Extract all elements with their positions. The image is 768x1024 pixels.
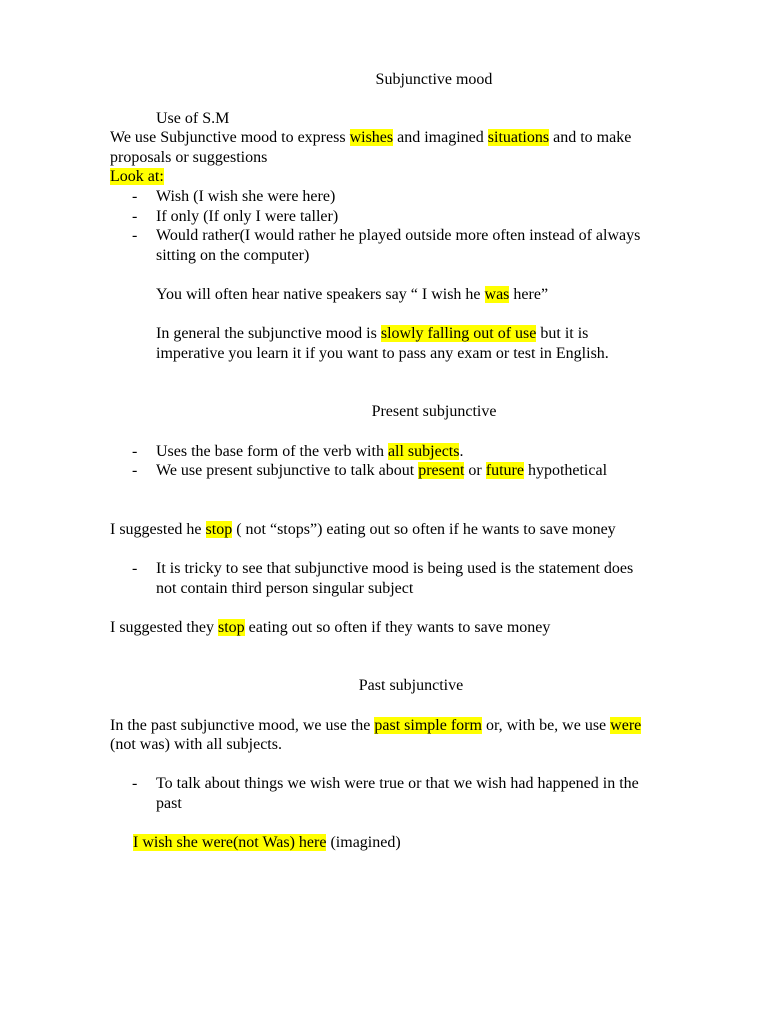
highlight-were: were [610,717,642,734]
bullet-dash: - [132,188,138,205]
general-line-1: In general the subjunctive mood is slowly falling out of use but it is [156,325,589,342]
present-example-1: I suggested he stop ( not “stops”) eating out so often if he wants to save money [110,521,616,538]
present-bullet-3-line-2: not contain third person singular subject [156,580,414,597]
past-line-2: (not was) with all subjects. [110,736,282,753]
intro-line-2: proposals or suggestions [110,149,268,166]
present-bullet-3-line-1: It is tricky to see that subjunctive mood is being used is the statement does [156,560,634,577]
bullet-dash: - [132,560,138,577]
highlight-present: present [418,462,465,479]
section-heading-use: Use of S.M [156,110,230,127]
past-bullet-line-2: past [156,795,182,812]
past-bullet-line-1: To talk about things we wish were true or that we wish had happened in the [156,775,639,792]
highlight-future: future [485,462,524,479]
list-item-wish: Wish (I wish she were here) [156,188,336,205]
general-line-2: imperative you learn it if you want to pass any exam or test in English. [156,345,609,362]
native-speakers-line: You will often hear native speakers say “ I wish he was here” [156,286,549,303]
highlight-stop: stop [217,619,245,636]
highlight-past-simple-form: past simple form [374,717,482,734]
bullet-dash: - [132,462,138,479]
present-example-2: I suggested they stop eating out so often if they wants to save money [110,619,551,636]
highlight-all-subjects: all subjects [387,443,460,460]
list-item-if-only: If only (If only I were taller) [156,208,339,225]
bullet-dash: - [132,227,138,244]
highlight-was: was [484,286,510,303]
present-bullet-2: We use present subjunctive to talk about present or future hypothetical [156,462,608,479]
highlight-falling-out: slowly falling out of use [380,325,537,342]
bullet-dash: - [132,443,138,460]
intro-line-1: We use Subjunctive mood to express wishes and imagined situations and to make [110,129,632,146]
list-item-would-rather: Would rather(I would rather he played outside more often instead of always [156,227,641,244]
past-subjunctive-heading: Past subjunctive [358,677,464,694]
highlight-situations: situations [487,129,550,146]
past-example: I wish she were(not Was) here (imagined) [133,834,401,851]
highlight-wishes: wishes [349,129,394,146]
bullet-dash: - [132,775,138,792]
present-subjunctive-heading: Present subjunctive [371,403,497,420]
document-title: Subjunctive mood [375,71,493,88]
list-item-would-rather-cont: sitting on the computer) [156,247,310,264]
past-line-1: In the past subjunctive mood, we use the past simple form or, with be, we use were [110,717,642,734]
present-bullet-1: Uses the base form of the verb with all subjects. [156,443,464,460]
look-at-label: Look at: [110,168,164,185]
highlight-stop: stop [205,521,233,538]
highlight-wish-she-were: I wish she were(not Was) here [133,834,327,851]
bullet-dash: - [132,208,138,225]
